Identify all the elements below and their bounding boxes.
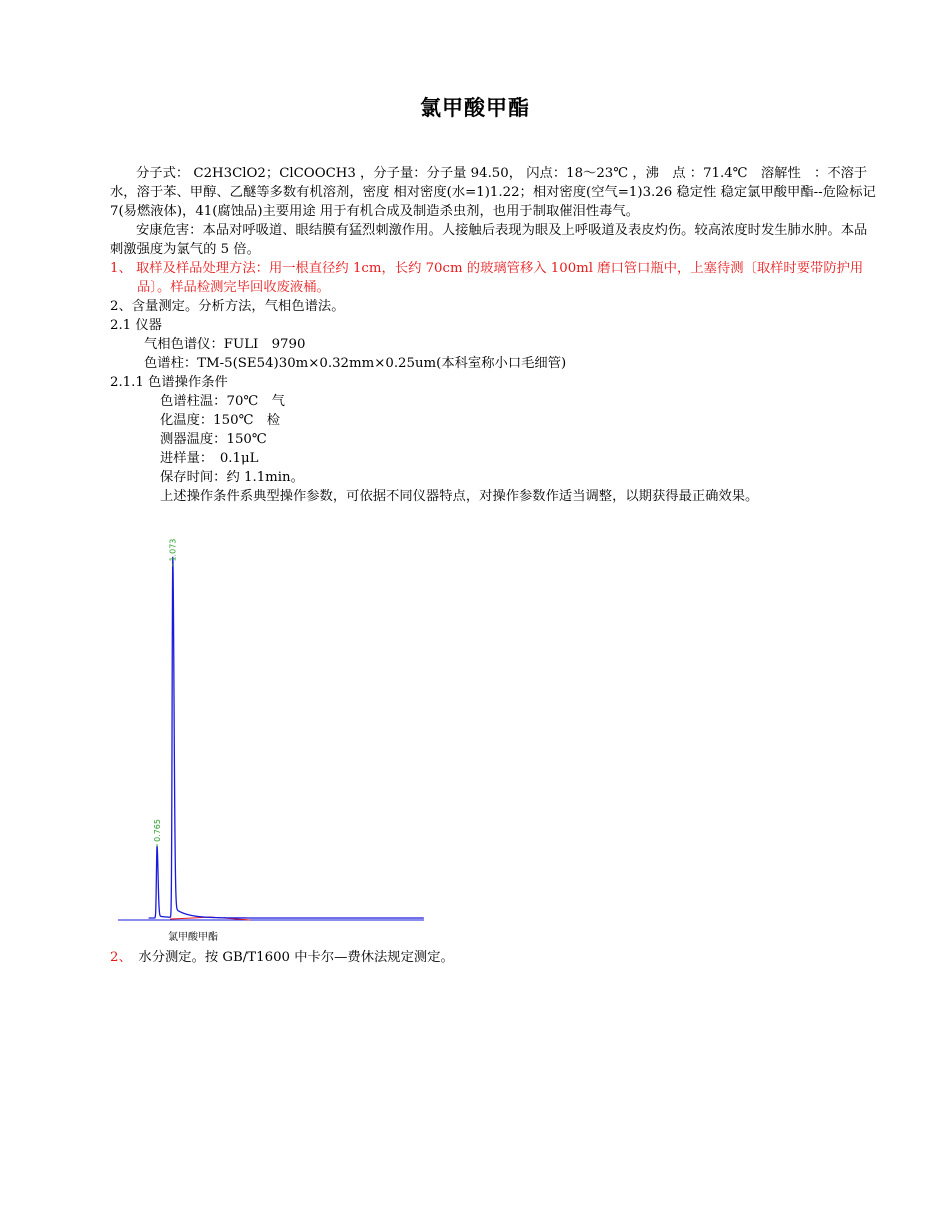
water-determination-body: 水分测定。按 GB/T1600 中卡尔—费休法规定测定。 bbox=[125, 950, 454, 965]
document-body bbox=[110, 164, 878, 506]
series-trace bbox=[149, 557, 424, 918]
hazard-paragraph: 安康危害：本品对呼吸道、眼结膜有猛烈刺激作用。人接触后表现为眼及上呼吸道及表皮灼伤。较高浓度时发生肺水肿。本品刺激强度为氯气的 5 倍。 bbox=[110, 223, 868, 257]
column-temp-line: 色谱柱温：70℃ 气 bbox=[160, 394, 285, 409]
conditions-note-line: 上述操作条件系典型操作参数，可依据不同仪器特点，对操作参数作适当调整，以期获得最正确效果。 bbox=[160, 489, 759, 504]
gc-instrument-line: 气相色谱仪：FULI 9790 bbox=[144, 337, 306, 352]
water-determination-text bbox=[110, 950, 454, 965]
chart-caption: 氯甲酸甲酯 bbox=[168, 932, 218, 943]
conditions-heading: 2.1.1 色谱操作条件 bbox=[110, 375, 228, 390]
peak-label-2: 1.073 bbox=[168, 538, 178, 562]
peak-label-1: 0.765 bbox=[153, 818, 163, 842]
water-determination-number: 2、 bbox=[110, 950, 126, 965]
document-title: 氯甲酸甲酯 bbox=[420, 96, 530, 120]
instrument-heading: 2.1 仪器 bbox=[110, 318, 162, 333]
vaporizer-temp-line: 化温度：150℃ 检 bbox=[160, 413, 281, 428]
content-determination-heading: 2、含量测定。分析方法，气相色谱法。 bbox=[110, 299, 345, 314]
detector-temp-line: 测器温度：150℃ bbox=[160, 432, 267, 447]
retention-time-line: 保存时间：约 1.1min。 bbox=[160, 470, 304, 485]
properties-paragraph: 分子式： C2H3ClO2；ClCOOCH3 ，分子量：分子量 94.50， 闪点：18～23℃ ，沸 点 ：71.4℃ 溶解性 ：不溶于水，溶于苯、甲醇、乙醚等多数有机溶剂，密度 相对密度(水=1)1.22；相对密度(空气=1)3.26 稳定性 稳定氯甲酸甲酯--危险标记 7(易燃液体)，41(腐蚀品)主要用途 用于有机合成及制造杀虫剂，也用于制取催泪性毒气。 bbox=[110, 166, 876, 219]
column-line: 色谱柱：TM-5(SE54)30m×0.32mm×0.25um(本科室称小口毛细管) bbox=[144, 356, 567, 371]
water-determination-line bbox=[110, 948, 890, 967]
sampling-paragraph: 1、 取样及样品处理方法：用一根直径约 1cm，长约 70cm 的玻璃管移入 100ml 磨口管口瓶中，上塞待测〔取样时要带防护用品〕。样品检测完毕回收废液桶。 bbox=[110, 261, 864, 295]
chromatogram-chart bbox=[110, 522, 430, 947]
injection-volume-line: 进样量： 0.1μL bbox=[160, 451, 259, 466]
